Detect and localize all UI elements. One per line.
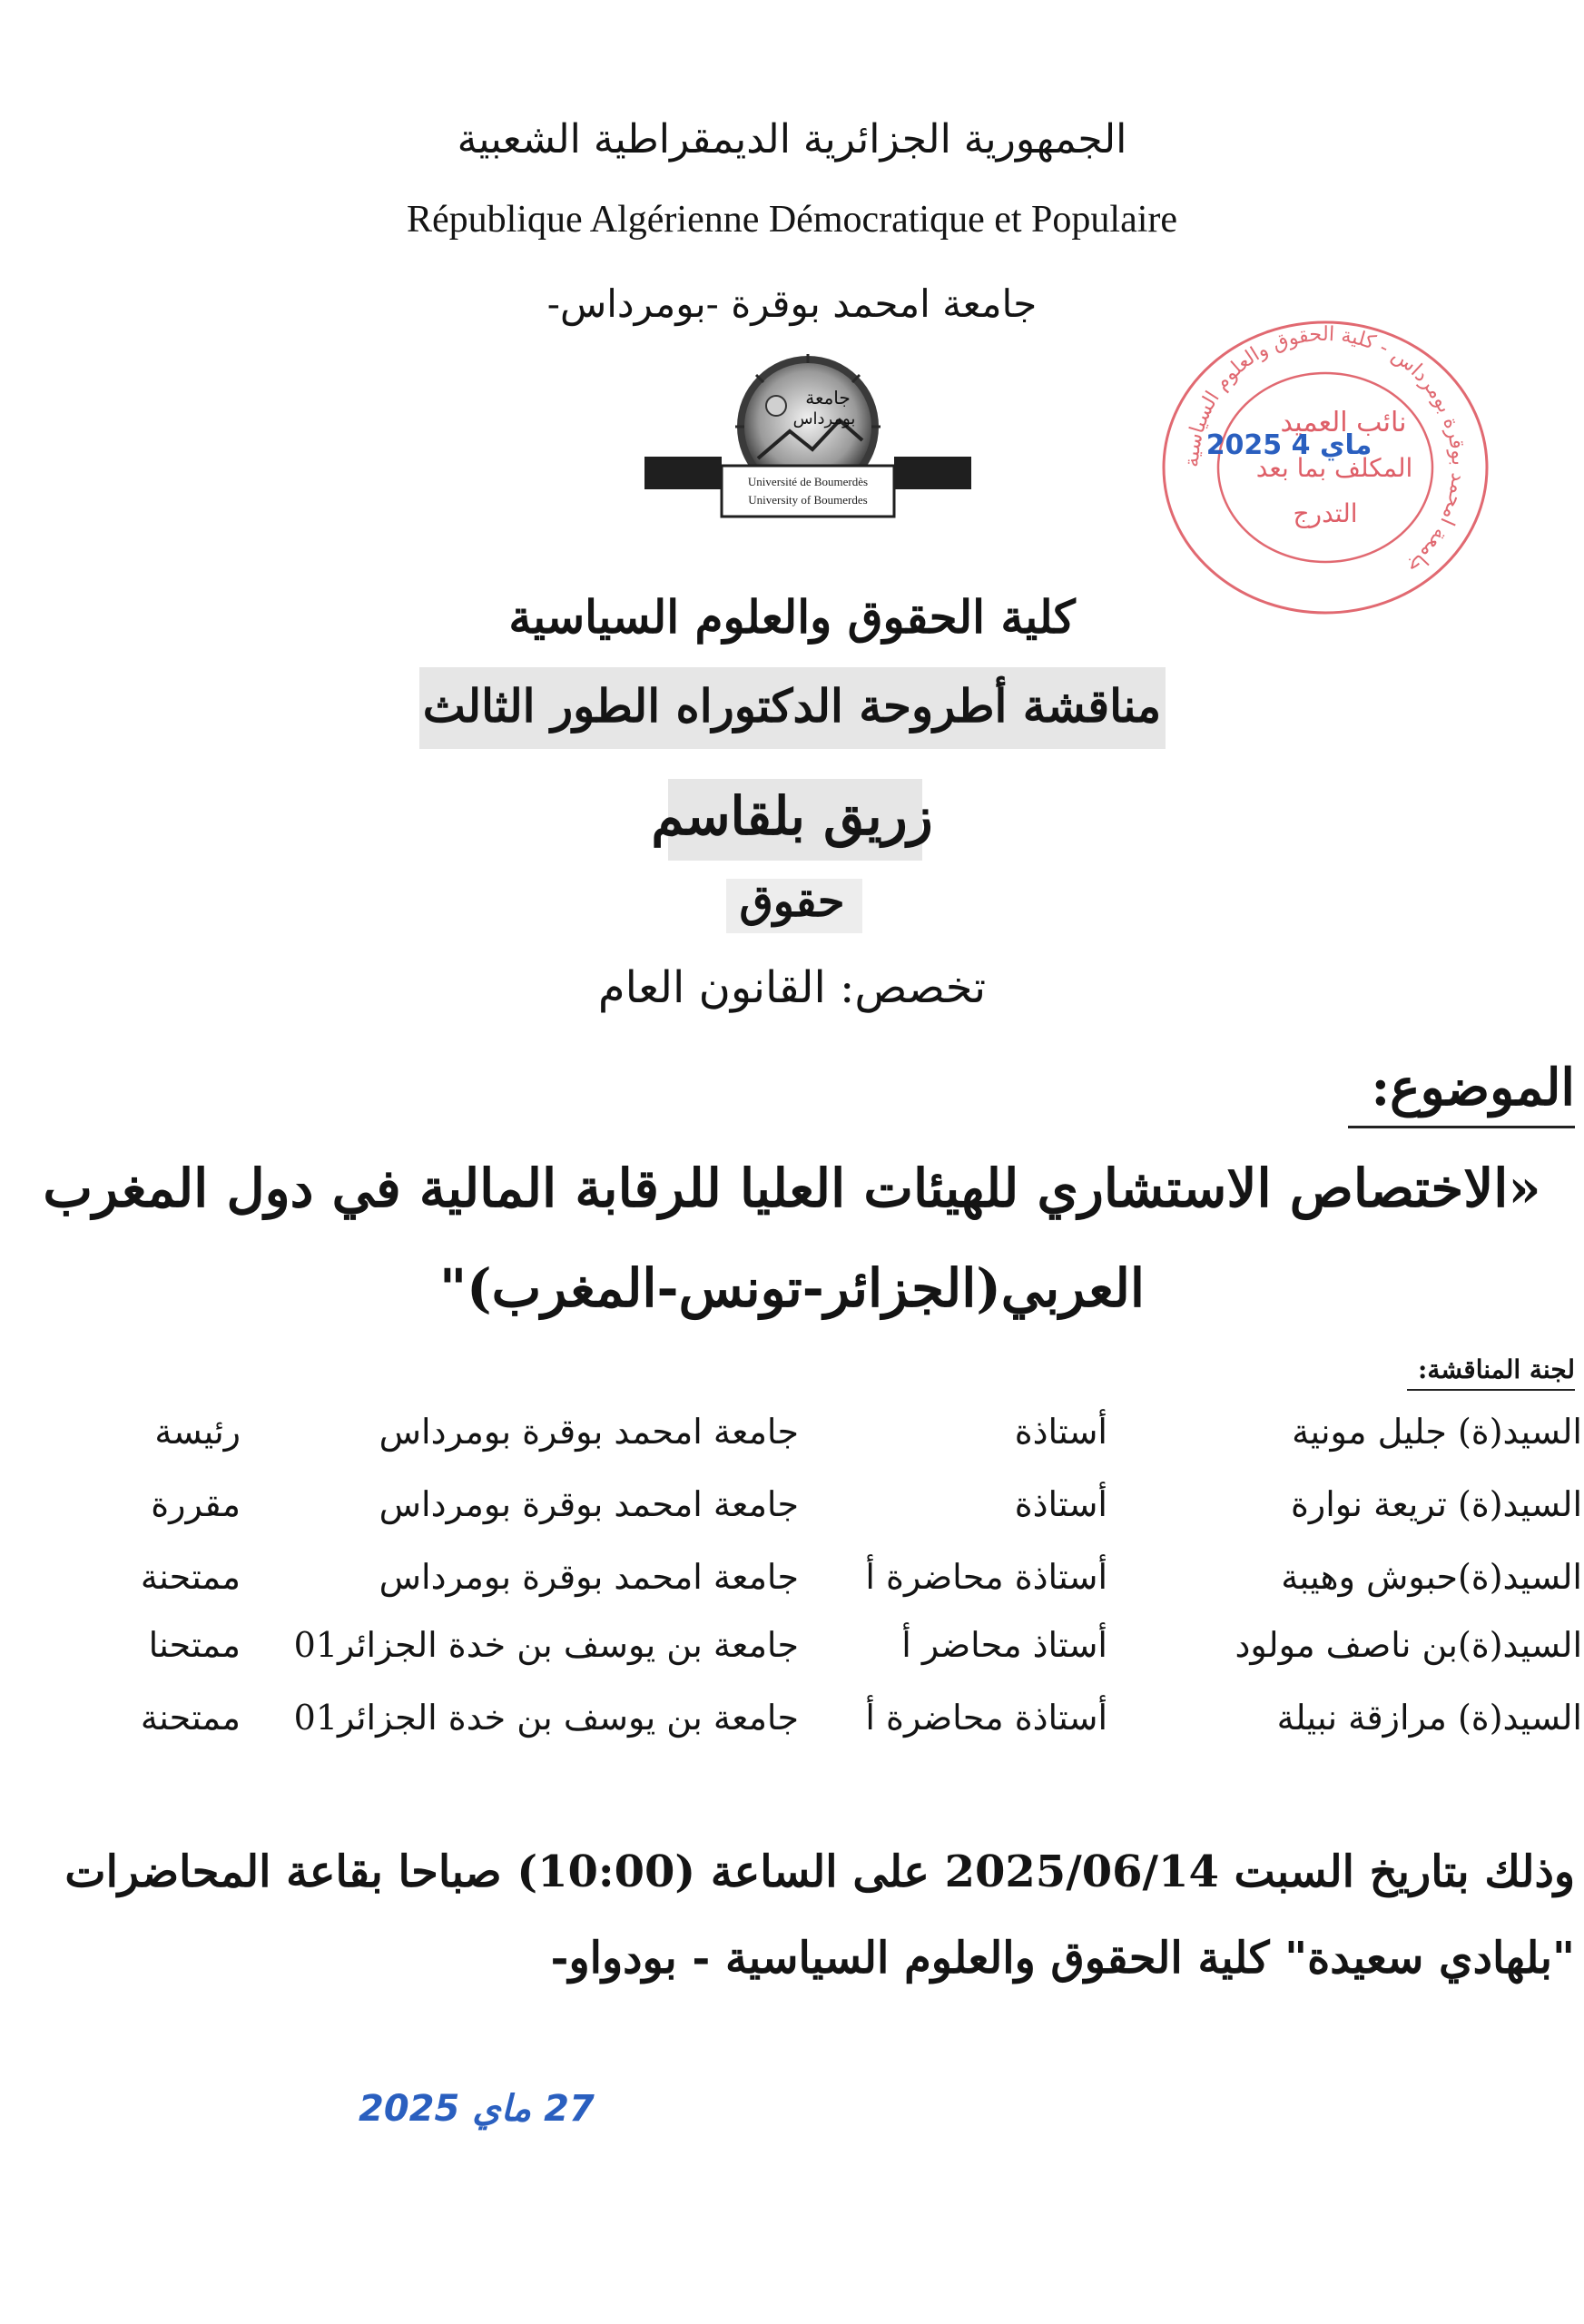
jury-row [0, 1625, 1584, 1679]
logo-text-fr: Université de Boumerdès [747, 475, 869, 488]
defense-title: مناقشة أطروحة الدكتوراه الطور الثالث [422, 679, 1162, 733]
republic-french: République Algérienne Démocratique et Populaire [406, 199, 1178, 241]
university-logo [635, 350, 980, 531]
jury-member-role: ممتحنة [140, 1557, 241, 1597]
stamp-line-1: نائب العميد [1280, 407, 1407, 438]
jury-member-institution: جامعة امحمد بوقرة بومرداس [379, 1484, 799, 1524]
thesis-title-line-2: العربي(الجزائر-تونس-المغرب)" [438, 1257, 1146, 1319]
jury-label: لجنة المناقشة: [1417, 1354, 1575, 1384]
jury-row [0, 1557, 1584, 1611]
handwritten-date: 27 ماي 2025 [359, 2088, 595, 2130]
official-stamp [1153, 318, 1498, 617]
jury-member-institution: جامعة امحمد بوقرة بومرداس [379, 1557, 799, 1597]
jury-member-name: السيد(ة) تريعة نوارة [1290, 1484, 1582, 1524]
jury-member-role: ممتحنا [148, 1625, 241, 1665]
jury-member-rank: أستاذة [1014, 1484, 1107, 1524]
university-name: جامعة امحمد بوقرة -بومرداس- [546, 281, 1038, 326]
stamp-date: 2025 ماي 4 [1205, 429, 1372, 461]
jury-member-name: السيد(ة)بن ناصف مولود [1235, 1625, 1582, 1665]
jury-member-rank: أستاذ محاضر أ [901, 1625, 1107, 1665]
jury-member-name: السيد(ة)حبوش وهيبة [1281, 1557, 1582, 1597]
thesis-title-line-1: «الاختصاص الاستشاري للهيئات العليا للرقابة المالية في دول المغرب [43, 1157, 1541, 1219]
jury-member-rank: أستاذة محاضرة أ [865, 1557, 1107, 1597]
subject-label: الموضوع: [1371, 1058, 1575, 1118]
jury-member-rank: أستاذة محاضرة أ [865, 1698, 1107, 1738]
specialty: تخصص: القانون العام [597, 962, 987, 1013]
jury-member-rank: أستاذة [1014, 1412, 1107, 1452]
jury-row [0, 1698, 1584, 1752]
logo-text-ar-2: بومرداس [792, 409, 856, 428]
jury-member-institution: جامعة بن يوسف بن خدة الجزائر01 [293, 1698, 799, 1738]
logo-text-ar-1: جامعة [805, 387, 851, 409]
jury-member-name: السيد(ة) مرازقة نبيلة [1276, 1698, 1582, 1738]
jury-row [0, 1484, 1584, 1539]
jury-member-role: رئيسة [154, 1412, 241, 1452]
field-name: حقوق [739, 876, 845, 927]
republic-arabic: الجمهورية الجزائرية الديمقراطية الشعبية [457, 116, 1127, 162]
jury-member-name: السيد(ة) جليل مونية [1292, 1412, 1582, 1452]
jury-member-role: مقررة [151, 1484, 241, 1524]
stamp-line-2: المكلف بما بعد [1255, 453, 1413, 483]
stamp-line-3: التدرج [1293, 498, 1358, 528]
stamp-outer-text-path: جامعة امحمد بوقرة بومرداس - كلية الحقوق والعلوم السياسية [1180, 322, 1471, 579]
jury-row [0, 1412, 1584, 1466]
jury-member-institution: جامعة امحمد بوقرة بومرداس [379, 1412, 799, 1452]
candidate-name: زريق بلقاسم [651, 785, 933, 847]
jury-member-role: ممتحنة [140, 1698, 241, 1738]
defense-date-location: وذلك بتاريخ السبت 2025/06/14 على الساعة (10:00) صباحا بقاعة المحاضرات "بلهادي سعيدة" كلية الحقوق والعلوم السياسية - بودواو- [64, 1846, 1575, 1984]
jury-member-institution: جامعة بن يوسف بن خدة الجزائر01 [293, 1625, 799, 1665]
jury-underline [1407, 1389, 1575, 1391]
logo-text-en: University of Boumerdes [748, 493, 868, 507]
faculty-name: كلية الحقوق والعلوم السياسية [508, 590, 1076, 644]
subject-underline [1348, 1126, 1575, 1128]
